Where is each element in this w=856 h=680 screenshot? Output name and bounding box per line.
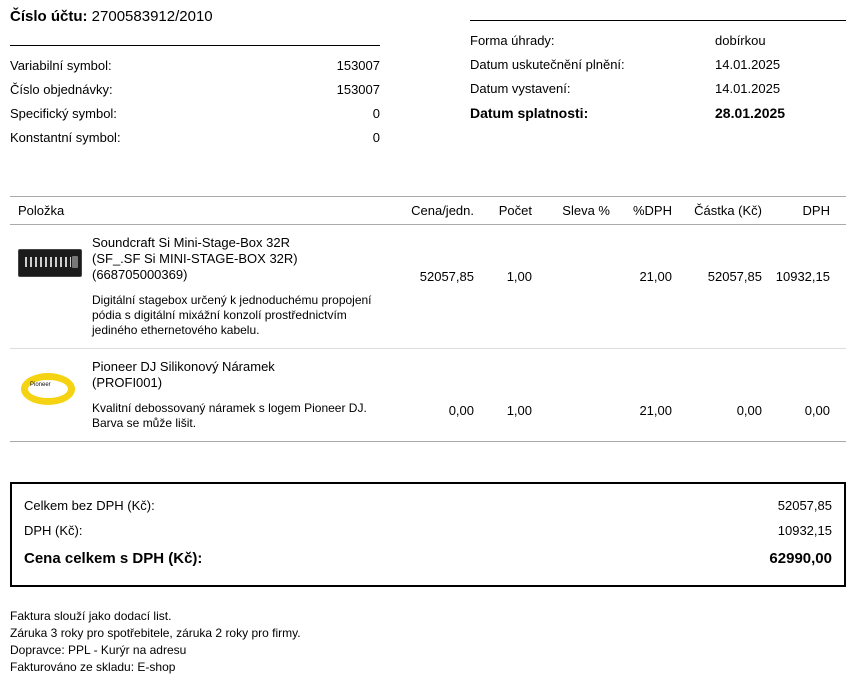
total-row-without-vat bbox=[24, 494, 832, 519]
variable-symbol-label: Variabilní symbol: bbox=[10, 58, 112, 73]
payment-dates-block bbox=[470, 20, 846, 126]
item-title-line-1: Pioneer DJ Silikonový Náramek bbox=[92, 359, 275, 374]
wristband-ring bbox=[21, 373, 75, 405]
total-vat-label: DPH (Kč): bbox=[24, 523, 83, 538]
grand-total-value: 62990,00 bbox=[769, 550, 832, 567]
constant-symbol-label: Konstantní symbol: bbox=[10, 130, 121, 145]
item-amount: 0,00 bbox=[736, 403, 762, 418]
item-discount bbox=[532, 235, 610, 338]
detail-row-constant-symbol bbox=[10, 126, 380, 150]
left-block-divider bbox=[10, 45, 380, 46]
issue-date-value: 14.01.2025 bbox=[715, 81, 781, 96]
table-row bbox=[10, 349, 846, 442]
item-vat-pct: 21,00 bbox=[639, 269, 672, 284]
item-title-line-3: (668705000369) bbox=[92, 267, 188, 282]
taxable-date-value: 14.01.2025 bbox=[715, 57, 781, 72]
item-text-block bbox=[92, 359, 386, 431]
footer-note-line: Záruka 3 roky pro spotřebitele, záruka 2 roky pro firmy. bbox=[10, 626, 301, 640]
item-vat-pct: 21,00 bbox=[639, 403, 672, 418]
wristband-logo-text: Pioneer bbox=[30, 382, 51, 388]
variable-symbol-value: 153007 bbox=[336, 58, 380, 73]
item-cell bbox=[10, 359, 386, 431]
detail-row-due-date bbox=[470, 101, 846, 126]
issue-date-label: Datum vystavení: bbox=[470, 81, 571, 96]
detail-row-issue-date bbox=[470, 77, 846, 101]
detail-row-specific-symbol bbox=[10, 102, 380, 126]
item-discount bbox=[532, 359, 610, 431]
detail-row-order-number bbox=[10, 78, 380, 102]
detail-row-taxable-date bbox=[470, 53, 846, 77]
taxable-date-label: Datum uskutečnění plnění: bbox=[470, 57, 625, 72]
totals-box bbox=[10, 482, 846, 587]
grand-total-label: Cena celkem s DPH (Kč): bbox=[24, 550, 203, 567]
item-count: 1,00 bbox=[506, 269, 532, 284]
due-date-value: 28.01.2025 bbox=[715, 105, 786, 121]
header-count: Počet bbox=[498, 203, 532, 218]
item-vat: 10932,15 bbox=[775, 269, 830, 284]
wristband-image bbox=[18, 369, 80, 409]
item-thumbnail-wrap bbox=[18, 359, 92, 431]
total-row-vat bbox=[24, 519, 832, 544]
total-without-vat-label: Celkem bez DPH (Kč): bbox=[24, 498, 155, 513]
total-row-grand bbox=[24, 544, 832, 573]
due-date-label: Datum splatnosti: bbox=[470, 105, 589, 121]
item-vat: 0,00 bbox=[804, 403, 830, 418]
detail-row-variable-symbol bbox=[10, 54, 380, 78]
item-count: 1,00 bbox=[506, 403, 532, 418]
item-thumbnail-wrap bbox=[18, 235, 92, 338]
footer-note-line: Dopravce: PPL - Kurýr na adresu bbox=[10, 643, 187, 657]
item-title-line-2: (SF_.SF Si MINI-STAGE-BOX 32R) bbox=[92, 251, 298, 266]
header-vat: DPH bbox=[802, 203, 830, 218]
items-table bbox=[10, 196, 846, 442]
item-text-block bbox=[92, 235, 386, 338]
item-cell bbox=[10, 235, 386, 338]
total-without-vat-value: 52057,85 bbox=[777, 498, 832, 513]
footer-note-line: Faktura slouží jako dodací list. bbox=[10, 609, 172, 623]
item-title-line-1: Soundcraft Si Mini-Stage-Box 32R bbox=[92, 235, 290, 250]
specific-symbol-value: 0 bbox=[372, 106, 380, 121]
item-title-line-2: (PROFI001) bbox=[92, 375, 163, 390]
item-price: 52057,85 bbox=[419, 269, 474, 284]
stagebox-side-panel bbox=[72, 256, 78, 268]
order-number-label: Číslo objednávky: bbox=[10, 82, 113, 97]
stagebox-image bbox=[18, 249, 82, 277]
footer-note-line: Fakturováno ze skladu: E-shop bbox=[10, 660, 176, 674]
account-number-line bbox=[10, 8, 213, 25]
header-discount: Sleva % bbox=[562, 203, 610, 218]
right-block-divider bbox=[470, 20, 846, 21]
detail-row-payment-method bbox=[470, 29, 846, 53]
payment-method-value: dobírkou bbox=[715, 33, 766, 48]
order-number-value: 153007 bbox=[336, 82, 380, 97]
total-vat-value: 10932,15 bbox=[777, 523, 832, 538]
header-amount: Částka (Kč) bbox=[694, 203, 762, 218]
constant-symbol-value: 0 bbox=[372, 130, 380, 145]
header-price: Cena/jedn. bbox=[411, 203, 474, 218]
account-number-label: Číslo účtu: bbox=[10, 8, 88, 25]
header-vat-pct: %DPH bbox=[632, 203, 672, 218]
item-description: Kvalitní debossovaný náramek s logem Pioneer DJ. Barva se může lišit. bbox=[92, 401, 367, 430]
item-price: 0,00 bbox=[448, 403, 474, 418]
item-description: Digitální stagebox určený k jednoduchému propojení pódia s digitální mixážní konzolí prostřednictvím jediného ethernetového kabelu. bbox=[92, 293, 372, 337]
items-table-header bbox=[10, 196, 846, 225]
stagebox-connector-strip bbox=[25, 257, 71, 267]
payment-method-label: Forma úhrady: bbox=[470, 33, 555, 48]
table-row bbox=[10, 225, 846, 349]
footer-notes bbox=[10, 608, 610, 676]
header-item: Položka bbox=[18, 203, 65, 218]
item-amount: 52057,85 bbox=[707, 269, 762, 284]
specific-symbol-label: Specifický symbol: bbox=[10, 106, 117, 121]
account-number-value: 2700583912/2010 bbox=[91, 8, 213, 25]
payment-symbols-block bbox=[10, 45, 380, 150]
